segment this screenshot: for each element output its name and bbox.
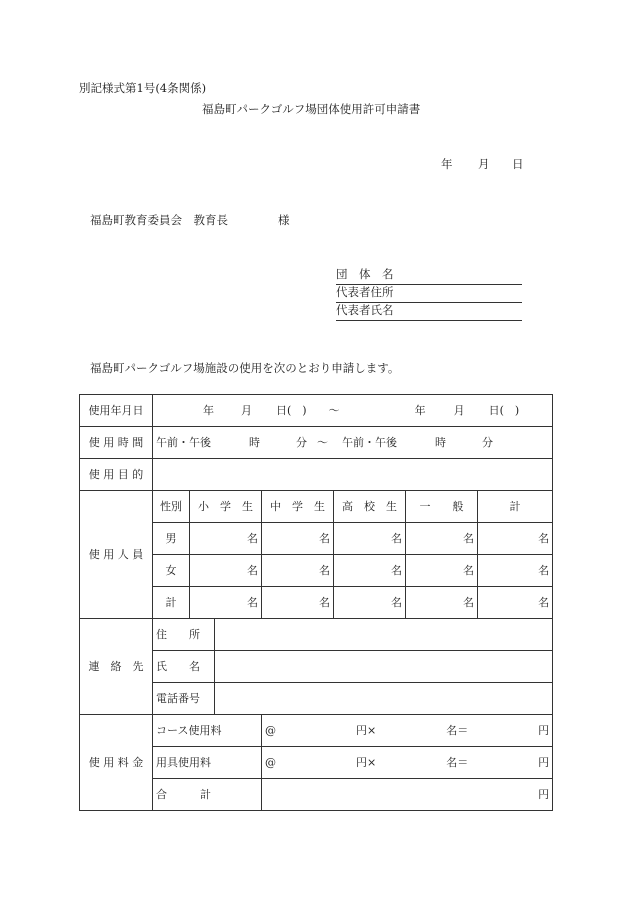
course-fee-field[interactable]: @ 円× 名＝ 円 bbox=[262, 715, 553, 747]
address-label: 住 所 bbox=[153, 619, 215, 651]
group-name-label: 団 体 名 bbox=[336, 267, 394, 281]
users-label: 使 用 人 員 bbox=[80, 491, 153, 619]
count-cell[interactable]: 名 bbox=[262, 555, 334, 587]
fee-total-label: 合 計 bbox=[153, 779, 262, 811]
usage-time-field[interactable]: 午前・午後 時 分 〜 午前・午後 時 分 bbox=[153, 427, 553, 459]
name-label: 氏 名 bbox=[153, 651, 215, 683]
group-name-field[interactable] bbox=[336, 266, 522, 285]
phone-label: 電話番号 bbox=[153, 683, 215, 715]
addressee-honorific: 様 bbox=[278, 213, 290, 227]
usage-time-row bbox=[80, 427, 553, 459]
col-sex: 性別 bbox=[153, 491, 190, 523]
addressee-org: 福島町教育委員会 教育長 bbox=[90, 213, 228, 227]
users-header-row bbox=[80, 491, 553, 523]
document-title: 福島町パークゴルフ場団体使用許可申請書 bbox=[202, 102, 421, 116]
date-month: 月 bbox=[478, 157, 490, 171]
count-cell[interactable]: 名 bbox=[334, 587, 406, 619]
usage-date-label: 使用年月日 bbox=[80, 395, 153, 427]
row-male: 男 bbox=[153, 523, 190, 555]
count-cell[interactable]: 名 bbox=[334, 555, 406, 587]
count-cell[interactable]: 名 bbox=[478, 555, 553, 587]
rep-address-field[interactable] bbox=[336, 284, 522, 303]
usage-time-label: 使 用 時 間 bbox=[80, 427, 153, 459]
contact-address-row bbox=[80, 619, 553, 651]
row-female: 女 bbox=[153, 555, 190, 587]
count-cell[interactable]: 名 bbox=[262, 523, 334, 555]
contact-label: 連 絡 先 bbox=[80, 619, 153, 715]
count-cell[interactable]: 名 bbox=[478, 523, 553, 555]
equip-fee-label: 用具使用料 bbox=[153, 747, 262, 779]
count-cell[interactable]: 名 bbox=[334, 523, 406, 555]
count-cell[interactable]: 名 bbox=[262, 587, 334, 619]
rep-name-field[interactable] bbox=[336, 302, 522, 321]
count-cell[interactable]: 名 bbox=[478, 587, 553, 619]
date-day: 日 bbox=[512, 157, 524, 171]
date-year: 年 bbox=[441, 157, 453, 171]
col-general: 一 般 bbox=[406, 491, 478, 523]
contact-address-field[interactable] bbox=[215, 619, 553, 651]
count-cell[interactable]: 名 bbox=[406, 523, 478, 555]
count-cell[interactable]: 名 bbox=[190, 523, 262, 555]
purpose-row bbox=[80, 459, 553, 491]
col-elementary: 小 学 生 bbox=[190, 491, 262, 523]
usage-date-field[interactable]: 年 月 日( ) 〜 年 月 日( ) bbox=[153, 395, 553, 427]
col-total: 計 bbox=[478, 491, 553, 523]
rep-address-label: 代表者住所 bbox=[336, 285, 394, 299]
fee-total-field[interactable]: 円 bbox=[262, 779, 553, 811]
course-fee-label: コース使用料 bbox=[153, 715, 262, 747]
count-cell[interactable]: 名 bbox=[190, 587, 262, 619]
purpose-label: 使 用 目 的 bbox=[80, 459, 153, 491]
count-cell[interactable]: 名 bbox=[190, 555, 262, 587]
contact-phone-field[interactable] bbox=[215, 683, 553, 715]
fee-label: 使 用 料 金 bbox=[80, 715, 153, 811]
count-cell[interactable]: 名 bbox=[406, 587, 478, 619]
col-junior-high: 中 学 生 bbox=[262, 491, 334, 523]
contact-name-field[interactable] bbox=[215, 651, 553, 683]
equip-fee-field[interactable]: @ 円× 名＝ 円 bbox=[262, 747, 553, 779]
row-total: 計 bbox=[153, 587, 190, 619]
application-table bbox=[79, 394, 553, 811]
rep-name-label: 代表者氏名 bbox=[336, 303, 394, 317]
usage-date-row bbox=[80, 395, 553, 427]
purpose-field[interactable] bbox=[153, 459, 553, 491]
course-fee-row bbox=[80, 715, 553, 747]
count-cell[interactable]: 名 bbox=[406, 555, 478, 587]
col-high-school: 高 校 生 bbox=[334, 491, 406, 523]
application-statement: 福島町パークゴルフ場施設の使用を次のとおり申請します。 bbox=[90, 361, 400, 375]
form-reference: 別記様式第1号(4条関係) bbox=[79, 81, 207, 95]
